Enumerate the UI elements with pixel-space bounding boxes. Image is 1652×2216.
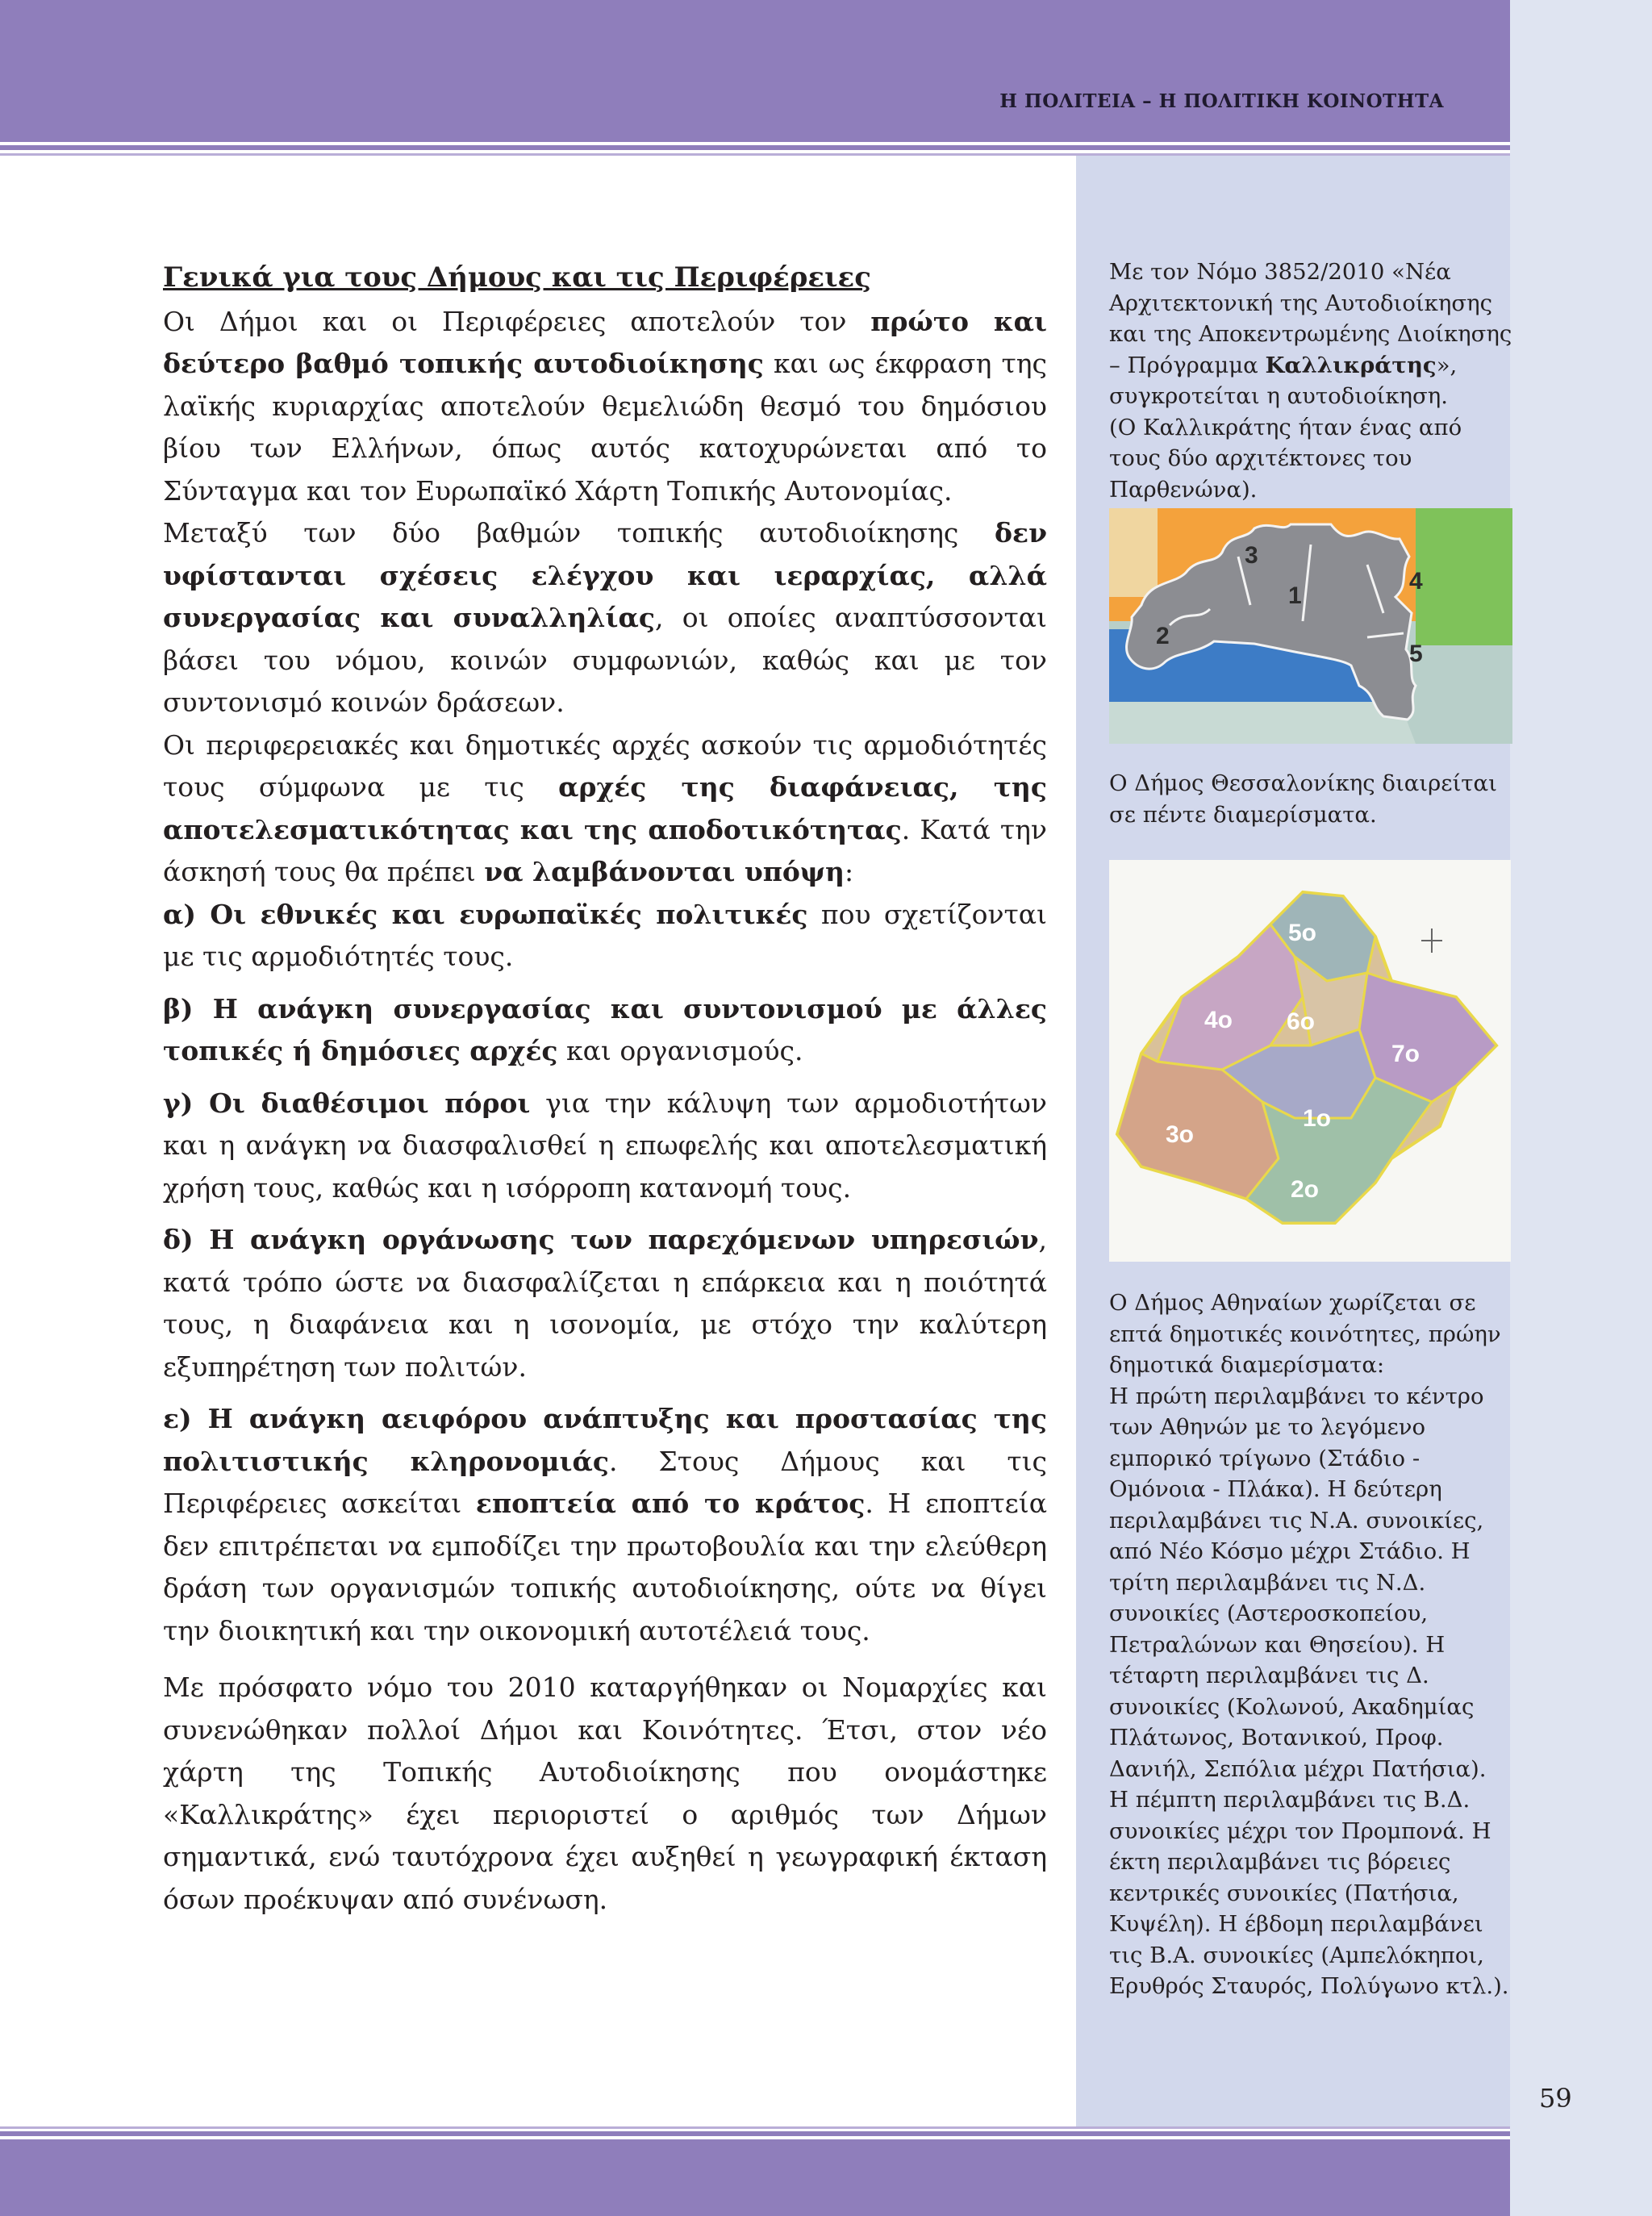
text: . Στους Δήμους και τις Περιφέρειες ασκείται	[163, 1445, 1047, 1519]
bold-text: πρώτο και δεύτερο βαθμό τοπικής αυτοδιοίκησης	[163, 305, 1047, 379]
paragraph-3	[163, 724, 1047, 894]
text: Οι περιφερειακές και δημοτικές αρχές ασκούν τις αρμοδιότητές τους σύμφωνα με τις	[163, 728, 1047, 803]
footer-rule-thin	[0, 2126, 1510, 2129]
text: και οργανισμούς.	[557, 1035, 803, 1066]
district-label: 1	[1288, 582, 1302, 609]
district-label: 5ο	[1288, 920, 1317, 946]
bold-text: αρχές της διαφάνειας, της αποτελεσματικότητας και της αποδοτικότητας	[163, 771, 1047, 845]
text: που σχετίζονται με τις αρμοδιότητές τους.	[163, 898, 1047, 972]
footer-band	[0, 2139, 1510, 2216]
list-item-d	[163, 1219, 1047, 1388]
list-item-e	[163, 1398, 1047, 1652]
district-label: 3ο	[1166, 1121, 1195, 1148]
list-item-b	[163, 988, 1047, 1073]
text: Με τον Νόμο 3852/2010 «Νέα Αρχιτεκτονική της Αυτοδιοίκησης και της Αποκεντρωμένης Διοίκησης – Πρόγραμμα	[1109, 259, 1512, 378]
section-title: Γενικά για τους Δήμους και τις Περιφέρειες	[163, 261, 871, 294]
running-title: Η ΠΟΛΙΤΕΙΑ – Η ΠΟΛΙΤΙΚΗ ΚΟΙΝΟΤΗΤΑ	[999, 90, 1444, 112]
list-item-a	[163, 894, 1047, 979]
page-number: 59	[1539, 2083, 1572, 2114]
header-band	[0, 0, 1510, 142]
bold-text: α) Οι εθνικές και ευρωπαϊκές πολιτικές	[163, 898, 808, 930]
text: . Η εποπτεία δεν επιτρέπεται να εμποδίζει την πρωτοβουλία και την ελεύθερη δράση των οργανισμών τοπικής αυτοδιοίκησης, ούτε να θίγει την διοικητική και την οικονομική αυτοτέλειά τους.	[163, 1488, 1047, 1646]
text: Οι Δήμοι και οι Περιφέρειες αποτελούν τον	[163, 305, 871, 337]
footer-rule	[0, 2131, 1510, 2136]
bold-text: να λαμβάνονται υπόψη	[484, 856, 845, 887]
athens-map	[1109, 860, 1511, 1262]
paragraph-2	[163, 512, 1047, 724]
text: , κατά τρόπο ώστε να διασφαλίζεται η επάρκεια και η ποιότητά τους, η διαφάνεια και η ισονομία, με στόχο την καλύτερη εξυπηρέτηση των πολιτών.	[163, 1224, 1047, 1383]
paragraph-4: Με πρόσφατο νόμο του 2010 καταργήθηκαν οι Νομαρχίες και συνενώθηκαν πολλοί Δήμοι και Κοινότητες. Έτσι, στον νέο χάρτη της Τοπικής Αυτοδιοίκησης που ονομάστηκε «Καλλικράτης» έχει περιοριστεί ο αριθμός των Δήμων σημαντικά, ενώ ταυτόχρονα έχει αυξηθεί η γεωγραφική έκταση όσων προέκυψαν από συνένωση.	[163, 1671, 1047, 1915]
caption-detail: Η πρώτη περιλαμβάνει το κέντρο των Αθηνών με το λεγόμενο εμπορικό τρίγωνο (Στάδιο - Ομόνοια - Πλάκα). Η δεύτερη περιλαμβάνει τις Ν.Α. συνοικίες, από Νέο Κόσμο μέχρι Στάδιο. Η τρίτη περιλαμβάνει τις Ν.Δ. συνοικίες (Αστεροσκοπείου, Πετραλώνων και Θησείου). Η τέταρτη περιλαμβάνει τις Δ. συνοικίες (Κολωνού, Ακαδημίας Πλάτωνος, Βοτανικού, Προφ. Δανιήλ, Σεπόλια μέχρι Πατήσια). Η πέμπτη περιλαμβάνει τις Β.Δ. συνοικίες μέχρι τον Προμπονά. Η έκτη περιλαμβάνει τις βόρειες κεντρικές συνοικίες (Πατήσια, Κυψέλη). Η έβδομη περιλαμβάνει τις Β.Α. συνοικίες (Αμπελόκηποι, Ερυθρός Σταυρός, Πολύγωνο κτλ.).	[1109, 1383, 1509, 1999]
green-area	[1416, 508, 1512, 645]
district-label: 1ο	[1303, 1105, 1332, 1132]
district-label: 4	[1409, 568, 1423, 595]
text: . Κατά την άσκησή τους θα πρέπει	[163, 813, 1047, 887]
coast-area	[1109, 702, 1416, 744]
text: :	[844, 856, 854, 887]
text: , οι οποίες αναπτύσσονται βάσει του νόμου, κοινών συμφωνιών, καθώς και με τον συντονισμό κοινών δράσεων.	[163, 602, 1047, 718]
page-edge-strip	[1510, 0, 1652, 2216]
bold-text: γ) Οι διαθέσιμοι πόροι	[163, 1087, 531, 1119]
bold-text: εποπτεία από το κράτος	[475, 1488, 866, 1519]
text: για την κάλυψη των αρμοδιοτήτων και η ανάγκη να διασφαλισθεί η επωφελής και αποτελεσματική χρήση τους, καθώς και η ισόρροπη κατανομή τους.	[163, 1087, 1047, 1204]
note-aside: (Ο Καλλικράτης ήταν ένας από τους δύο αρχιτέκτονες του Παρθενώνα).	[1109, 414, 1462, 503]
bold-text: Καλλικράτης	[1265, 352, 1437, 378]
district-label: 2	[1156, 623, 1170, 649]
district-label: 7ο	[1391, 1041, 1420, 1067]
main-text	[163, 257, 1047, 1921]
bold-text: δεν υφίστανται σχέσεις ελέγχου και ιεραρχίας, αλλά συνεργασίας και συναλληλίας	[163, 517, 1047, 633]
bold-text: ε) Η ανάγκη αειφόρου ανάπτυξης και προστασίας της πολιτιστικής κληρονομιάς	[163, 1403, 1047, 1477]
note-text	[1109, 257, 1512, 412]
thessaloniki-map	[1109, 508, 1512, 744]
land-area-pale	[1109, 508, 1158, 597]
district-label: 2ο	[1291, 1176, 1320, 1203]
sidebar-note	[1109, 257, 1512, 505]
text: και ως έκφραση της λαϊκής κυριαρχίας αποτελούν θεμελιώδη θεσμό του δημόσιου βίου των Ελλήνων, όπως αυτός κατοχυρώνεται από το Σύνταγμα και τον Ευρωπαϊκό Χάρτη Τοπικής Αυτονομίας.	[163, 348, 1048, 507]
paragraph-1	[163, 301, 1047, 513]
caption-lead: Ο Δήμος Αθηναίων χωρίζεται σε επτά δημοτικές κοινότητες, πρώην δημοτικά διαμερίσματα:	[1109, 1290, 1501, 1378]
header-rule	[0, 145, 1510, 150]
district-label: 3	[1245, 542, 1258, 569]
text: Μεταξύ των δύο βαθμών τοπικής αυτοδιοίκησης	[163, 517, 995, 549]
district-label: 5	[1409, 641, 1423, 667]
list-item-c	[163, 1083, 1047, 1210]
district-label: 4ο	[1204, 1007, 1233, 1033]
text: », συγκροτείται η αυτοδιοίκηση.	[1109, 352, 1458, 409]
district-label: 6ο	[1287, 1008, 1316, 1035]
map-caption: Ο Δήμος Θεσσαλονίκης διαιρείται σε πέντε διαμερίσματα.	[1109, 770, 1497, 828]
bold-text: β) Η ανάγκη συνεργασίας και συντονισμού με άλλες τοπικές ή δημόσιες αρχές	[163, 992, 1047, 1066]
map-caption	[1109, 1287, 1512, 2002]
bold-text: δ) Η ανάγκη οργάνωσης των παρεχόμενων υπηρεσιών	[163, 1224, 1039, 1255]
